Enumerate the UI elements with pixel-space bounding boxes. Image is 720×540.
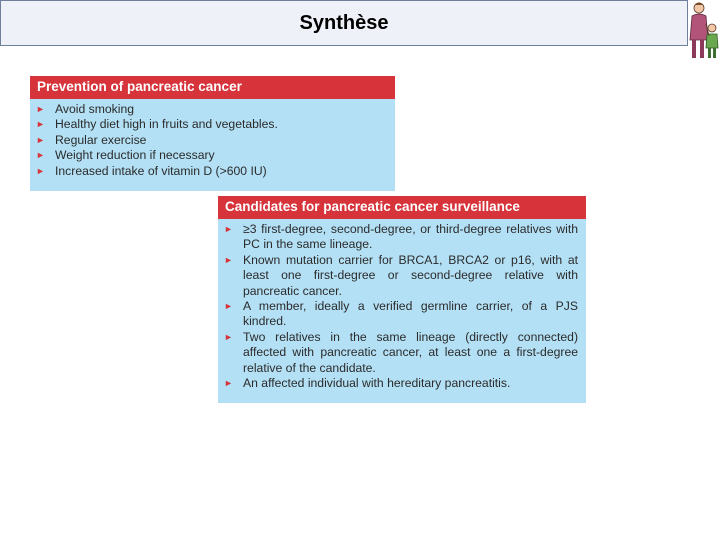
surveillance-box bbox=[218, 196, 586, 403]
list-item-text: Two relatives in the same lineage (directly connected) affected with pancreatic cancer, at least one a first-degree relative of the candidate. bbox=[243, 329, 578, 375]
list-item bbox=[36, 148, 387, 163]
list-item bbox=[224, 330, 578, 376]
list-item bbox=[224, 253, 578, 299]
bullet-arrow-icon: ► bbox=[36, 104, 45, 114]
list-item-text: A member, ideally a verified germline carrier, of a PJS kindred. bbox=[243, 299, 578, 329]
list-item-text: Regular exercise bbox=[55, 132, 147, 147]
bullet-arrow-icon: ► bbox=[224, 378, 233, 389]
title-bar bbox=[0, 0, 688, 46]
slide-title: Synthèse bbox=[299, 11, 389, 34]
list-item bbox=[36, 117, 387, 132]
list-item-text: ≥3 first-degree, second-degree, or third-degree relatives with PC in the same lineage. bbox=[243, 222, 578, 252]
bullet-arrow-icon: ► bbox=[224, 254, 233, 265]
list-item-text: Healthy diet high in fruits and vegetables. bbox=[55, 117, 278, 132]
list-item-text: An affected individual with hereditary pancreatitis. bbox=[243, 376, 511, 391]
family-figures-icon bbox=[686, 0, 720, 62]
list-item bbox=[224, 222, 578, 253]
list-item-text: Avoid smoking bbox=[55, 102, 135, 116]
list-item-text: Known mutation carrier for BRCA1, BRCA2 or p16, with at least one first-degree or second-degree relative with pancreatic cancer. bbox=[243, 252, 578, 298]
list-item-text: Weight reduction if necessary bbox=[55, 148, 215, 163]
bullet-arrow-icon: ► bbox=[36, 165, 45, 176]
bullet-arrow-icon: ► bbox=[36, 150, 45, 161]
list-item-text: Increased intake of vitamin D (>600 IU) bbox=[55, 163, 267, 178]
bullet-arrow-icon: ► bbox=[36, 119, 45, 130]
list-item bbox=[224, 376, 578, 391]
list-item bbox=[36, 102, 387, 117]
surveillance-list bbox=[218, 219, 586, 391]
bullet-arrow-icon: ► bbox=[224, 331, 233, 342]
prevention-box bbox=[30, 76, 395, 191]
surveillance-box-header: Candidates for pancreatic cancer surveillance bbox=[218, 196, 586, 219]
prevention-list bbox=[30, 99, 395, 179]
bullet-arrow-icon: ► bbox=[224, 301, 233, 312]
list-item bbox=[224, 299, 578, 330]
prevention-box-header: Prevention of pancreatic cancer bbox=[30, 76, 395, 99]
bullet-arrow-icon: ► bbox=[36, 134, 45, 145]
bullet-arrow-icon: ► bbox=[224, 224, 233, 234]
list-item bbox=[36, 164, 387, 179]
list-item bbox=[36, 133, 387, 148]
